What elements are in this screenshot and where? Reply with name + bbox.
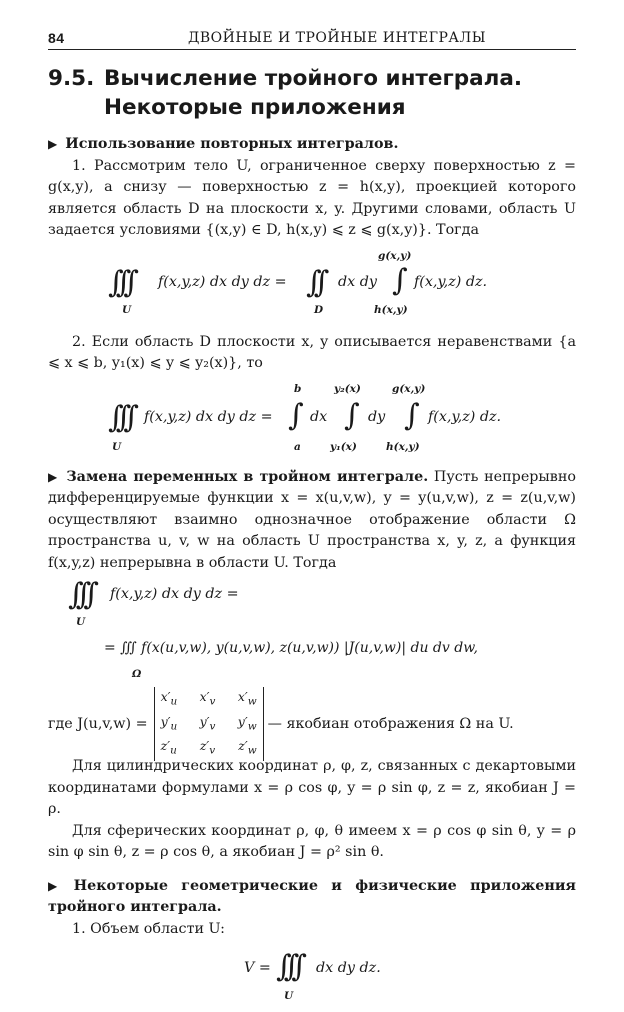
paragraph: 1. Рассмотрим тело U, ограниченное сверху поверхностью z = g(x,y), а снизу — поверхностью z = h(x,y), проекцией которого является область D на плоскости x, y. Другими словами, область U задается условиями {(x,y) ∈ D, h(x,y) ⩽ z ⩽ g(x,y)}. Тогда	[48, 157, 576, 238]
integral-icon: ∫	[392, 262, 400, 298]
section-title-line2: Некоторые приложения	[104, 95, 406, 120]
triangle-bullet-icon: ▶	[48, 878, 66, 893]
formula-2: ∫∫∫ U f(x,y,z) dx dy dz = b ∫ a dx y₂(x) ∫ y₁(x) dy g(x,y) ∫ h(x,y) f(x,y,z) dz.	[108, 382, 502, 453]
triple-integral-icon: ∫∫∫	[108, 264, 131, 300]
integral-icon: ∫	[344, 397, 352, 433]
double-integral-icon: ∫∫	[306, 264, 322, 300]
triangle-bullet-icon: ▶	[48, 469, 59, 484]
subsection-heading: ▶ Некоторые геометрические и физические приложения тройного интеграла.	[48, 877, 576, 915]
running-title: ДВОЙНЫЕ И ТРОЙНЫЕ ИНТЕГРАЛЫ	[188, 30, 486, 46]
triple-integral-icon: ∫∫∫	[68, 577, 91, 612]
running-header	[48, 30, 576, 50]
paragraph: Для цилиндрических координат ρ, φ, z, связанных с декартовыми координатами формулами x = ρ cos φ, y = ρ sin φ, z = z, якобиан J = ρ.	[48, 758, 576, 817]
formula-4: V = ∫∫∫ U dx dy dz.	[244, 949, 381, 1002]
integral-icon: ∫	[288, 397, 296, 433]
section-title	[48, 64, 576, 122]
triple-integral-icon: ∫∫∫	[276, 949, 299, 984]
paragraph: Для сферических координат ρ, φ, θ имеем x = ρ cos φ sin θ, y = ρ sin φ sin θ, z = ρ cos θ, а якобиан J = ρ² sin θ.	[48, 822, 576, 860]
subsection-heading: ▶ Использование повторных интегралов.	[48, 136, 399, 152]
paragraph: 2. Если область D плоскости x, y описывается неравенствами {a ⩽ x ⩽ b, y₁(x) ⩽ y ⩽ y₂(x)}, то	[48, 333, 576, 371]
formula-3: ∫∫∫ U f(x,y,z) dx dy dz = = ∭ f(x(u,v,w), y(u,v,w), z(u,v,w)) |J(u,v,w)| du dv dw, Ω	[68, 577, 478, 680]
section-title-line1: Вычисление тройного интеграла.	[104, 66, 523, 91]
paragraph: 1. Объем области U:	[72, 920, 225, 937]
triangle-bullet-icon: ▶	[48, 137, 58, 151]
page-number: 84	[48, 30, 65, 46]
section-number: 9.5.	[48, 66, 95, 91]
integral-icon: ∫	[404, 397, 412, 433]
subsection-heading: ▶ Замена переменных в тройном интеграле. Пусть непрерывно дифференцируемые функции x = x(u,v,w), y = y(u,v,w), z = z(u,v,w) осуществляют взаимно однозначное отображение области Ω пространства u, v, w на область U пространства x, y, z, а функция f(x,y,z) непрерывна в области U. Тогда	[48, 468, 576, 571]
jacobian-matrix: $x'_u$ $x'_v$ $x'_w$ $y'_u$ $y'_v$ $y'_w$ $z'_u$ $z'_v$ $z'_w$	[154, 687, 264, 761]
jacobian-row: где J(u,v,w) = $x'_u$ $x'_v$ $x'_w$ $y'_u$ $y'_v$ $y'_w$ $z'_u$ $z'_v$ $z'_w$ — якобиан отображения Ω на U.	[48, 692, 576, 756]
page	[48, 30, 576, 1012]
triple-integral-icon: ∫∫∫	[108, 399, 131, 435]
formula-1: ∫∫∫ U f(x,y,z) dx dy dz = ∫∫ D dx dy g(x,y) ∫ h(x,y) f(x,y,z) dz.	[108, 249, 488, 316]
